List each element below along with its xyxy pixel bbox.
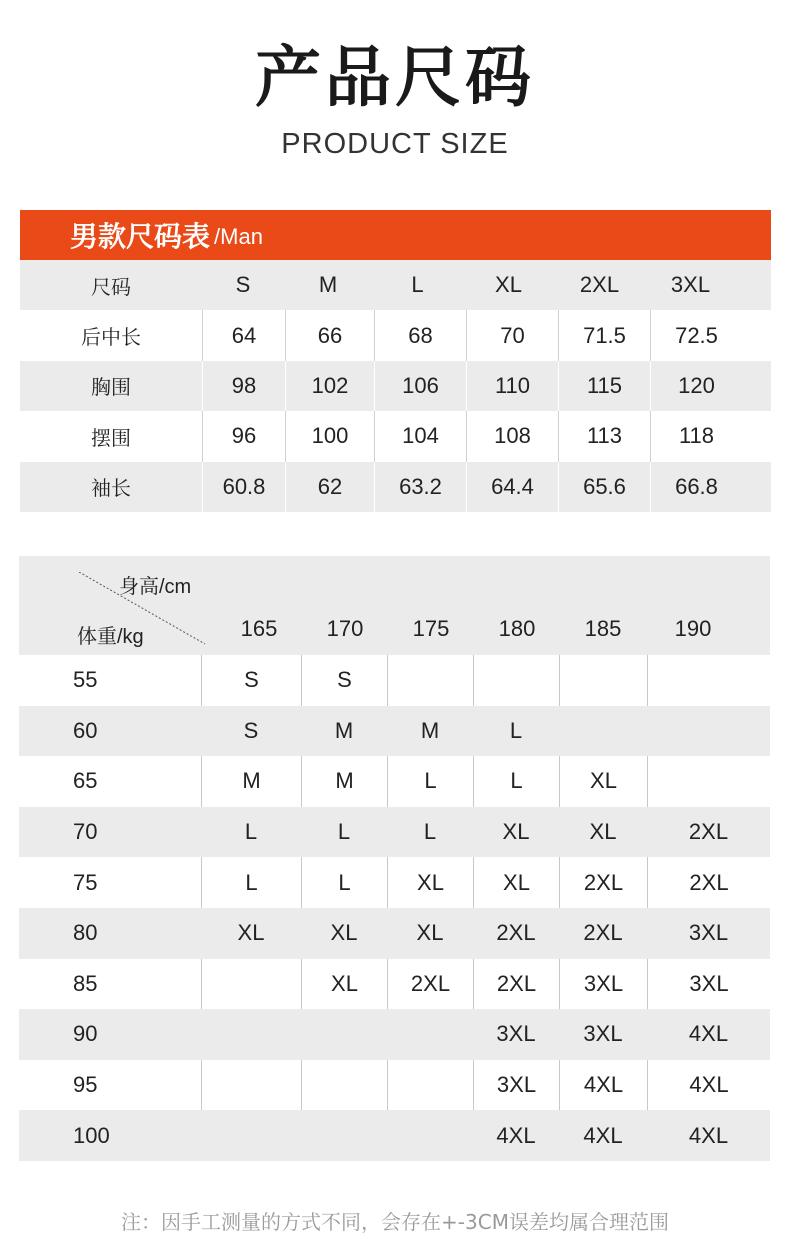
size-cell: 66.8 — [650, 462, 742, 512]
recommended-size-cell: XL — [301, 959, 387, 1010]
size-cell: M — [318, 272, 338, 298]
size-cell: 64.4 — [466, 462, 558, 512]
row-label: 尺码 — [91, 274, 131, 299]
recommended-size-cell — [559, 706, 647, 757]
weight-row — [19, 1060, 770, 1111]
recommended-size-cell: S — [243, 717, 259, 743]
size-chart-header — [20, 210, 771, 260]
size-cell: 100 — [285, 411, 374, 461]
size-cell: 106 — [374, 361, 466, 411]
recommended-size-cell: 3XL — [688, 920, 729, 946]
size-cell: 66 — [285, 310, 374, 360]
recommended-size-cell — [559, 655, 647, 706]
size-cell: 2XL — [579, 272, 620, 298]
size-chart-table — [20, 210, 771, 512]
weight-axis-label: 体重/kg — [77, 624, 144, 648]
recommended-size-cell: L — [244, 819, 258, 845]
recommended-size-cell: XL — [330, 920, 358, 946]
recommended-size-cell: L — [337, 819, 351, 845]
size-cell: 98 — [202, 361, 285, 411]
height-column-header: 165 — [240, 616, 278, 641]
size-chart-row — [20, 310, 771, 360]
size-cell: 96 — [202, 411, 285, 461]
recommended-size-cell: 4XL — [583, 1122, 623, 1148]
recommended-size-cell: 2XL — [387, 959, 473, 1010]
measurement-note: 注：因手工测量的方式不同，会存在+-3CM误差均属合理范围 — [121, 1210, 669, 1234]
recommended-size-cell: 4XL — [647, 1060, 770, 1111]
size-cell: 72.5 — [650, 310, 742, 360]
height-column-header: 185 — [584, 616, 622, 641]
weight-row — [19, 1110, 770, 1161]
recommended-size-cell: 2XL — [583, 920, 623, 946]
size-cell: 108 — [466, 411, 558, 461]
recommended-size-cell: 2XL — [559, 857, 647, 908]
size-cell: 62 — [285, 462, 374, 512]
size-cell: S — [235, 272, 251, 298]
recommended-size-cell: XL — [416, 920, 444, 946]
recommended-size-cell: 2XL — [647, 857, 770, 908]
height-axis-label: 身高/cm — [119, 574, 192, 598]
weight-row — [19, 807, 770, 858]
recommended-size-cell: M — [201, 756, 301, 807]
recommended-size-cell: 3XL — [583, 1021, 623, 1047]
size-cell: 3XL — [670, 272, 711, 298]
recommended-size-cell — [201, 1060, 301, 1111]
recommended-size-cell: XL — [237, 920, 265, 946]
weight-row — [19, 706, 770, 757]
size-cell: L — [411, 272, 424, 298]
weight-label: 60 — [73, 717, 98, 743]
recommended-size-cell: XL — [473, 857, 559, 908]
recommended-size-cell: 4XL — [559, 1060, 647, 1111]
recommended-size-cell: S — [301, 655, 387, 706]
size-chart-row — [20, 361, 771, 411]
recommended-size-cell: 2XL — [496, 920, 536, 946]
weight-row — [19, 1009, 770, 1060]
recommended-size-cell — [301, 1009, 387, 1060]
recommended-size-cell: 2XL — [688, 819, 729, 845]
recommended-size-cell: M — [334, 717, 354, 743]
size-cell: 120 — [650, 361, 742, 411]
recommended-size-cell — [387, 655, 473, 706]
recommended-size-cell: 3XL — [647, 959, 770, 1010]
recommended-size-cell: 2XL — [473, 959, 559, 1010]
size-recommendation-table — [19, 556, 770, 1161]
height-column-header: 190 — [674, 616, 712, 641]
recommended-size-cell — [647, 756, 770, 807]
weight-label: 65 — [73, 768, 98, 794]
recommended-size-cell — [647, 706, 770, 757]
weight-row — [19, 959, 770, 1010]
size-cell: 68 — [374, 310, 466, 360]
row-label: 胸围 — [91, 375, 131, 400]
recommendation-body — [19, 655, 770, 1161]
weight-label: 100 — [73, 1122, 110, 1148]
weight-row — [19, 857, 770, 908]
recommended-size-cell — [647, 655, 770, 706]
weight-label: 85 — [73, 970, 98, 996]
size-cell: 118 — [650, 411, 742, 461]
size-cell: XL — [495, 272, 522, 298]
weight-row — [19, 756, 770, 807]
size-cell: 60.8 — [202, 462, 285, 512]
recommended-size-cell: L — [201, 857, 301, 908]
size-cell: 63.2 — [374, 462, 466, 512]
recommended-size-cell — [301, 1060, 387, 1111]
recommended-size-cell: XL — [387, 857, 473, 908]
recommended-size-cell: M — [301, 756, 387, 807]
recommended-size-cell: M — [420, 717, 440, 743]
height-column-header: 180 — [498, 616, 536, 641]
recommended-size-cell — [201, 1009, 301, 1060]
row-label: 后中长 — [81, 325, 141, 350]
recommended-size-cell: XL — [502, 819, 530, 845]
height-column-header: 170 — [326, 616, 364, 641]
recommended-size-cell: 3XL — [473, 1060, 559, 1111]
recommendation-header — [19, 556, 770, 655]
recommended-size-cell — [387, 1060, 473, 1111]
weight-row — [19, 908, 770, 959]
recommended-size-cell — [201, 959, 301, 1010]
weight-label: 80 — [73, 920, 98, 946]
size-chart-body — [20, 260, 771, 512]
recommended-size-cell: L — [473, 756, 559, 807]
recommended-size-cell — [301, 1110, 387, 1161]
size-cell: 110 — [466, 361, 558, 411]
recommended-size-cell: XL — [559, 756, 647, 807]
recommended-size-cell: L — [301, 857, 387, 908]
size-cell: 64 — [202, 310, 285, 360]
size-cell: 102 — [285, 361, 374, 411]
size-chart-column-header — [20, 260, 771, 310]
weight-label: 90 — [73, 1021, 98, 1047]
row-label: 袖长 — [91, 476, 131, 501]
size-cell: 113 — [558, 411, 650, 461]
size-cell: 71.5 — [558, 310, 650, 360]
recommended-size-cell: XL — [589, 819, 617, 845]
weight-label: 75 — [73, 869, 98, 895]
recommended-size-cell — [201, 1110, 301, 1161]
size-cell: 104 — [374, 411, 466, 461]
recommended-size-cell: 4XL — [496, 1122, 536, 1148]
weight-label: 70 — [73, 819, 98, 845]
recommended-size-cell: 3XL — [496, 1021, 536, 1047]
row-label: 摆围 — [91, 425, 131, 450]
recommended-size-cell: 3XL — [559, 959, 647, 1010]
recommended-size-cell: L — [423, 819, 437, 845]
page-title: 产品尺码 — [255, 39, 535, 116]
weight-label: 95 — [73, 1072, 98, 1098]
recommended-size-cell: L — [387, 756, 473, 807]
recommended-size-cell — [473, 655, 559, 706]
size-cell: 70 — [466, 310, 558, 360]
size-cell: 115 — [558, 361, 650, 411]
size-chart-row — [20, 462, 771, 512]
size-chart-title-en: /Man — [214, 224, 263, 249]
recommended-size-cell: S — [201, 655, 301, 706]
recommended-size-cell: 4XL — [688, 1122, 729, 1148]
page-subtitle: PRODUCT SIZE — [281, 128, 509, 160]
weight-label: 55 — [73, 667, 98, 693]
height-column-header: 175 — [412, 616, 450, 641]
weight-row — [19, 655, 770, 706]
recommended-size-cell — [387, 1009, 473, 1060]
size-chart-row — [20, 411, 771, 461]
size-cell: 65.6 — [558, 462, 650, 512]
recommended-size-cell — [387, 1110, 473, 1161]
recommended-size-cell: L — [509, 717, 523, 743]
size-chart-title: 男款尺码表 — [70, 220, 211, 253]
recommended-size-cell: 4XL — [688, 1021, 729, 1047]
